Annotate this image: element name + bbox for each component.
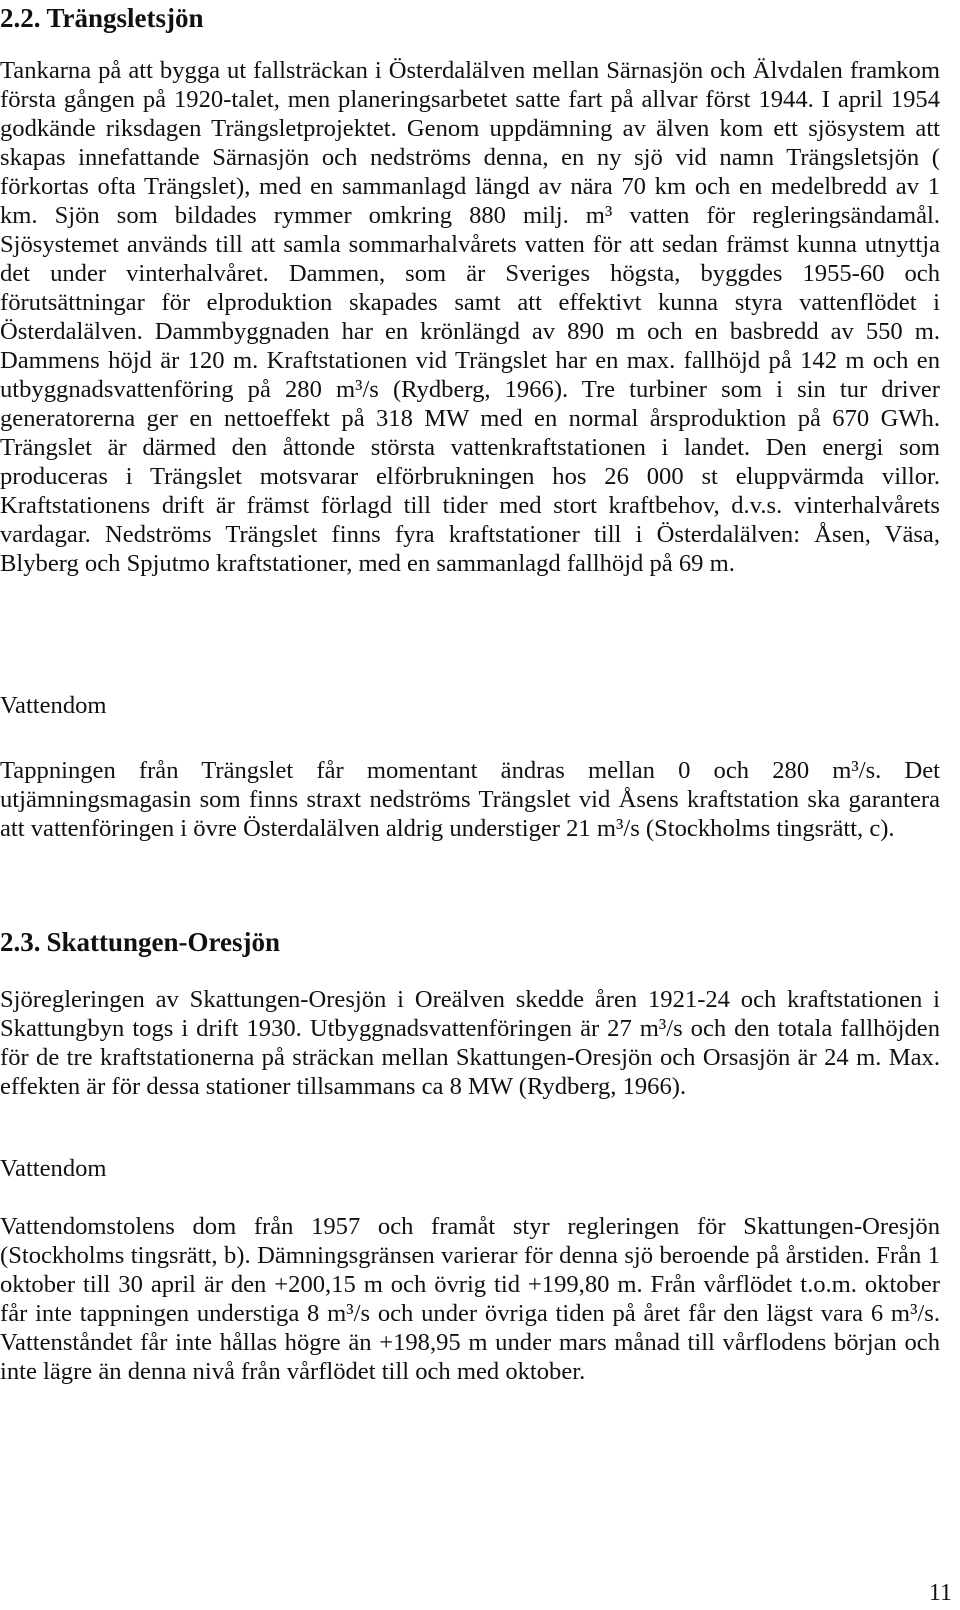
paragraph-trangsletsjon-intro: Tankarna på att bygga ut fallsträckan i Österdalälven mellan Särnasjön och Älvdalen framkom första gången på 1920-talet, men planeringsarbetet satte fart på allvar först 1944. I april 1954 godkände riksdagen Trängsletprojektet. Genom uppdämning av älven kom ett sjösystem att skapas innefattande Särnasjön och nedströms denna, en ny sjö vid namn Trängsletsjön ( förkortas ofta Trängslet), med en sammanlagd längd av nära 70 km och en medelbredd av 1 km. Sjön som bildades rymmer omkring 880 milj. m³ vatten för regleringsändamål. Sjösystemet används till att samla sommarhalvårets vatten för att sedan främst kunna utnyttja det under vinterhalvåret. Dammen, som är Sveriges högsta, byggdes 1955-60 och förutsättningar för elproduktion skapades samt att effektivt kunna styra vattenflödet i Österdalälven. Dammbyggnaden har en krönlängd av 890 m och en basbredd av 550 m. Dammens höjd är 120 m. Kraftstationen vid Trängslet har en max. fallhöjd på 142 m och en utbyggnadsvattenföring på 280 m³/s (Rydberg, 1966). Tre turbiner som i sin tur driver generatorerna ger en nettoeffekt på 318 MW med en normal årsproduktion på 670 GWh. Trängslet är därmed den åttonde största vattenkraftstationen i landet. Den energi som produceras i Trängslet motsvarar elförbrukningen hos 26 000 st eluppvärmda villor. Kraftstationens drift är främst förlagd till tider med stort kraftbehov, d.v.s. vinterhalvårets vardagar. Nedströms Trängslet finns fyra kraftstationer till i Österdalälven: Åsen, Väsa, Blyberg och Spjutmo kraftstationer, med en sammanlagd fallhöjd på 69 m. <box>0 57 940 577</box>
paragraph-vattendom-skattungen: Vattendomstolens dom från 1957 och framåt styr regleringen för Skattungen-Oresjön (Stockholms tingsrätt, b). Dämningsgränsen varierar för denna sjö beroende på årstiden. Från 1 oktober till 30 april är den +200,15 m och övrig tid +199,80 m. Från vårflödet t.o.m. oktober får inte tappningen understiga 8 m³/s och under övriga tiden på året får den lägst vara 6 m³/s. Vattenståndet får inte hållas högre än +198,95 m under mars månad till vårflodens början och inte lägre än denna nivå från vårflödet till och med oktober. <box>0 1213 940 1385</box>
section-heading-skattungen-oresjon <box>0 926 280 958</box>
section-number: 2.3. <box>0 927 41 957</box>
subheading-vattendom-2: Vattendom <box>0 1155 107 1182</box>
section-title: Trängsletsjön <box>46 3 204 33</box>
section-title: Skattungen-Oresjön <box>46 927 281 957</box>
section-number: 2.2. <box>0 3 41 33</box>
paragraph-skattungen-intro: Sjöregleringen av Skattungen-Oresjön i Oreälven skedde åren 1921-24 och kraftstationen i Skattungbyn togs i drift 1930. Utbyggnadsvattenföringen är 27 m³/s och den totala fallhöjden för de tre kraftstationerna på sträckan mellan Skattungen-Oresjön och Orsasjön är 24 m. Max. effekten är för dessa stationer tillsammans ca 8 MW (Rydberg, 1966). <box>0 986 940 1100</box>
page-number: 11 <box>928 1580 952 1606</box>
subheading-vattendom-1: Vattendom <box>0 692 107 719</box>
paragraph-vattendom-trangslet: Tappningen från Trängslet får momentant ändras mellan 0 och 280 m³/s. Det utjämningsmagasin som finns straxt nedströms Trängslet vid Åsens kraftstation ska garantera att vattenföringen i övre Österdalälven aldrig understiger 21 m³/s (Stockholms tingsrätt, c). <box>0 757 940 842</box>
section-heading-trangsletsjon <box>0 2 204 34</box>
